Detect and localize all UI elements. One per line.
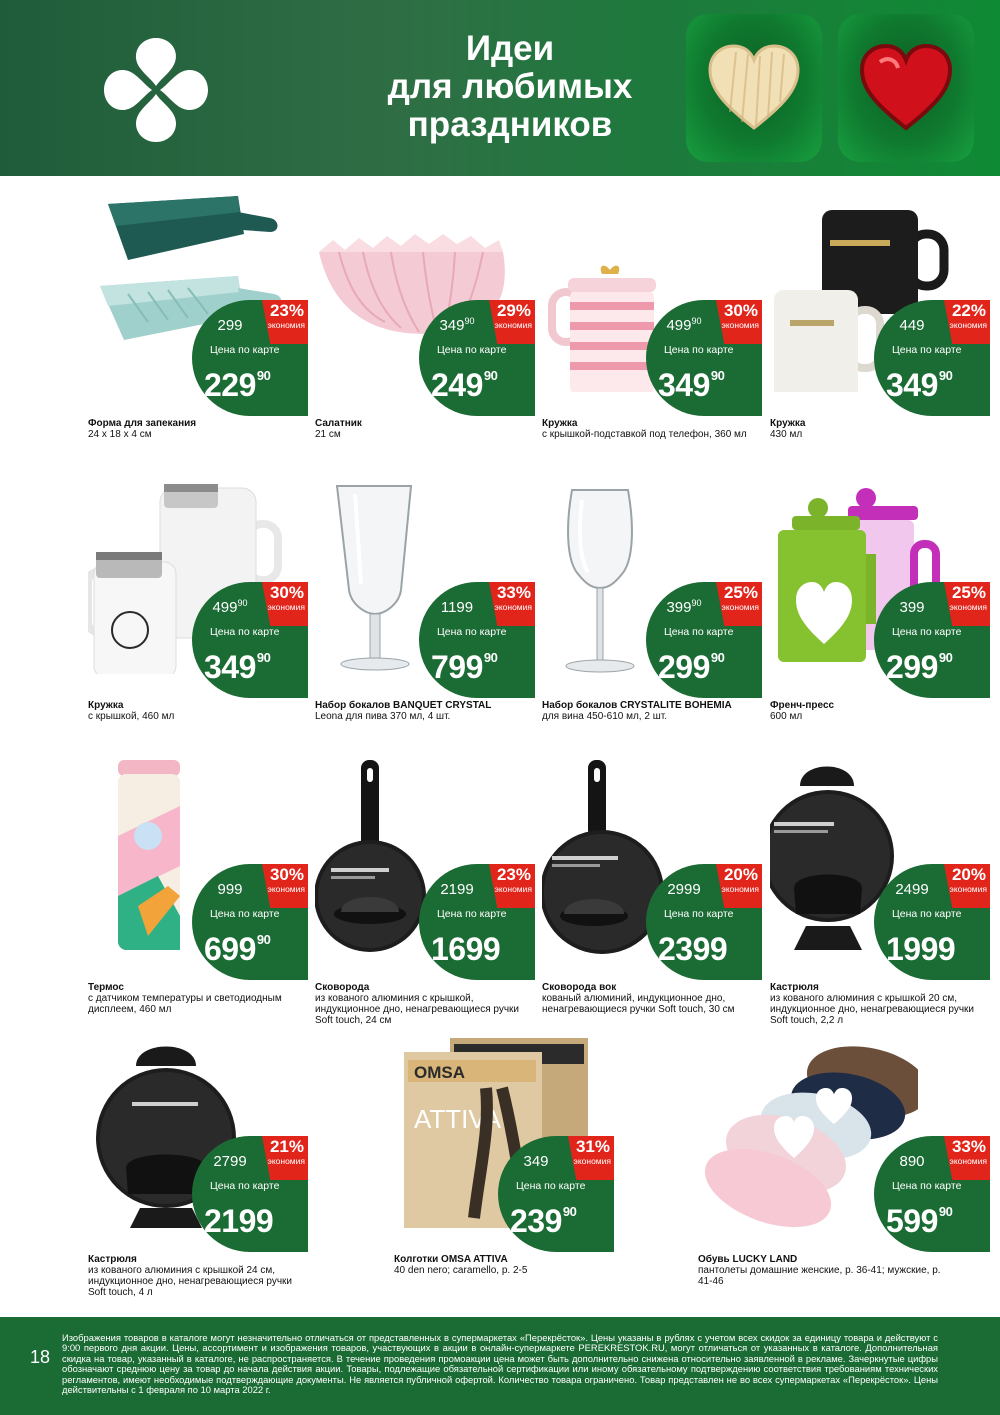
product-desc: Leona для пива 370 мл, 4 шт. — [315, 711, 451, 722]
product-card[interactable] — [698, 1018, 987, 1288]
product-name: Форма для запекания — [88, 418, 197, 429]
product-desc: 21 см — [315, 429, 341, 440]
product-desc: кованый алюминий, индукционное дно, ненагревающиеся ручки Soft touch, 30 см — [542, 993, 735, 1015]
product-name: Кастрюля — [770, 982, 819, 993]
price-badge: 23% экономия 2199 Цена по карте 1699 — [419, 864, 535, 980]
product-desc: 600 мл — [770, 711, 803, 722]
product-desc: с датчиком температуры и светодиодным дисплеем, 460 мл — [88, 993, 282, 1015]
product-desc: из кованого алюминия с крышкой, индукционное дно, ненагревающиеся ручки Soft touch, 24 см — [315, 993, 520, 1026]
product-desc: из кованого алюминия с крышкой 24 см, индукционное дно, ненагревающиеся ручки Soft touch, 4 л — [88, 1265, 293, 1298]
product-desc: пантолеты домашние женские, р. 36-41; мужские, р. 41-46 — [698, 1265, 941, 1287]
price-badge: 30% экономия $499^{90}$ Цена по карте $349^{90}$ — [646, 300, 762, 416]
product-card[interactable] — [315, 464, 535, 734]
footer — [0, 1317, 1000, 1415]
candy-tray-red — [838, 14, 974, 162]
price-badge: 30% экономия 999 Цена по карте $699^{90}$ — [192, 864, 308, 980]
product-name: Обувь LUCKY LAND — [698, 1254, 798, 1265]
product-card[interactable] — [88, 746, 308, 1016]
product-name: Сковорода вок — [542, 982, 617, 993]
product-desc: 430 мл — [770, 429, 803, 440]
product-name: Колготки OMSA ATTIVA — [394, 1254, 508, 1265]
product-card[interactable] — [88, 182, 308, 452]
price-badge: 30% экономия $499^{90}$ Цена по карте $349^{90}$ — [192, 582, 308, 698]
product-desc: для вина 450-610 мл, 2 шт. — [542, 711, 667, 722]
product-card[interactable] — [770, 464, 990, 734]
product-card[interactable] — [315, 746, 535, 1026]
heart-candy-icon — [706, 42, 802, 134]
price-badge: 21% экономия 2799 Цена по карте 2199 — [192, 1136, 308, 1252]
product-card[interactable] — [770, 746, 990, 1026]
perekrestok-logo-icon — [100, 34, 212, 146]
product-card[interactable] — [88, 464, 308, 734]
svg-text:OMSA: OMSA — [414, 1063, 465, 1082]
red-heart-candy-icon — [858, 42, 954, 134]
product-name: Кастрюля — [88, 1254, 137, 1265]
product-card[interactable] — [542, 464, 762, 734]
product-name: Набор бокалов CRYSTALITE BOHEMIA — [542, 700, 732, 711]
header-banner — [0, 0, 1000, 176]
price-badge: 23% экономия 299 Цена по карте $229^{90}$ — [192, 300, 308, 416]
product-name: Термос — [88, 982, 124, 993]
page-number: 18 — [30, 1347, 51, 1367]
price-badge: 25% экономия $399^{90}$ Цена по карте $299^{90}$ — [646, 582, 762, 698]
product-card[interactable] — [88, 1018, 308, 1298]
price-badge: 33% экономия 890 Цена по карте $599^{90}$ — [874, 1136, 990, 1252]
product-card[interactable] — [394, 1018, 614, 1288]
price-badge: 20% экономия 2999 Цена по карте 2399 — [646, 864, 762, 980]
page-title: Идеи для любимых праздников — [387, 29, 633, 144]
product-desc: из кованого алюминия с крышкой 20 см, индукционное дно, ненагревающиеся ручки Soft touch, 2,2 л — [770, 993, 975, 1026]
product-desc: 40 den nero; caramello, р. 2-5 — [394, 1265, 528, 1276]
product-desc: с крышкой, 460 мл — [88, 711, 175, 722]
price-badge: 29% экономия $349^{90}$ Цена по карте $249^{90}$ — [419, 300, 535, 416]
product-name: Кружка — [770, 418, 806, 429]
price-badge: 20% экономия 2499 Цена по карте 1999 — [874, 864, 990, 980]
product-name: Сковорода — [315, 982, 370, 993]
product-name: Кружка — [542, 418, 578, 429]
product-desc: 24 x 18 x 4 см — [88, 429, 152, 440]
price-badge: 33% экономия 1199 Цена по карте $799^{90}$ — [419, 582, 535, 698]
product-name: Набор бокалов BANQUET CRYSTAL — [315, 700, 492, 711]
product-name: Френч-пресс — [770, 700, 835, 711]
candy-tray-cream — [686, 14, 822, 162]
product-card[interactable] — [542, 182, 762, 452]
product-name: Салатник — [315, 418, 362, 429]
product-name: Кружка — [88, 700, 124, 711]
legal-disclaimer: Изображения товаров в каталоге могут незначительно отличаться от представленных в супермаркетах «Перекрёсток». Цены указаны в рублях с учетом всех скидок за единицу товара и действуют с 9:00 первого дня акции. Цены, ассортимент и изображения товаров, участвующих в акции в онлайн-супермаркете PEREKRESTOK.RU, могут отличаться от указанных в каталоге. Дополнительная скидка на товар, указанный в каталоге, не распространяется. В течение проведения промоакции цена может быть дополнительно снижена относительно заявленной в рекламе. Зачеркнутые цифры обозначают среднюю цену за товар до начала действия акции. Товары, подлежащие обязательной сертификации или иному обязательному подтверждению соответствия требованиям технических регламентов, имеют необходимые подтверждающие документы. Не является публичной офертой. Количество товара ограничено. Товар представлен не во всех супермаркетах «Перекрёсток». Цены действительны с 1 февраля по 10 марта 2022 г. — [62, 1332, 938, 1396]
price-badge: 25% экономия 399 Цена по карте $299^{90}$ — [874, 582, 990, 698]
product-desc: с крышкой-подставкой под телефон, 360 мл — [542, 429, 747, 440]
product-card[interactable] — [770, 182, 990, 452]
product-card[interactable] — [542, 746, 762, 1016]
price-badge: 31% экономия 349 Цена по карте $239^{90}$ — [498, 1136, 614, 1252]
svg-text:ATTIVA: ATTIVA — [414, 1104, 502, 1134]
price-badge: 22% экономия 449 Цена по карте $349^{90}$ — [874, 300, 990, 416]
product-card[interactable] — [315, 182, 535, 452]
